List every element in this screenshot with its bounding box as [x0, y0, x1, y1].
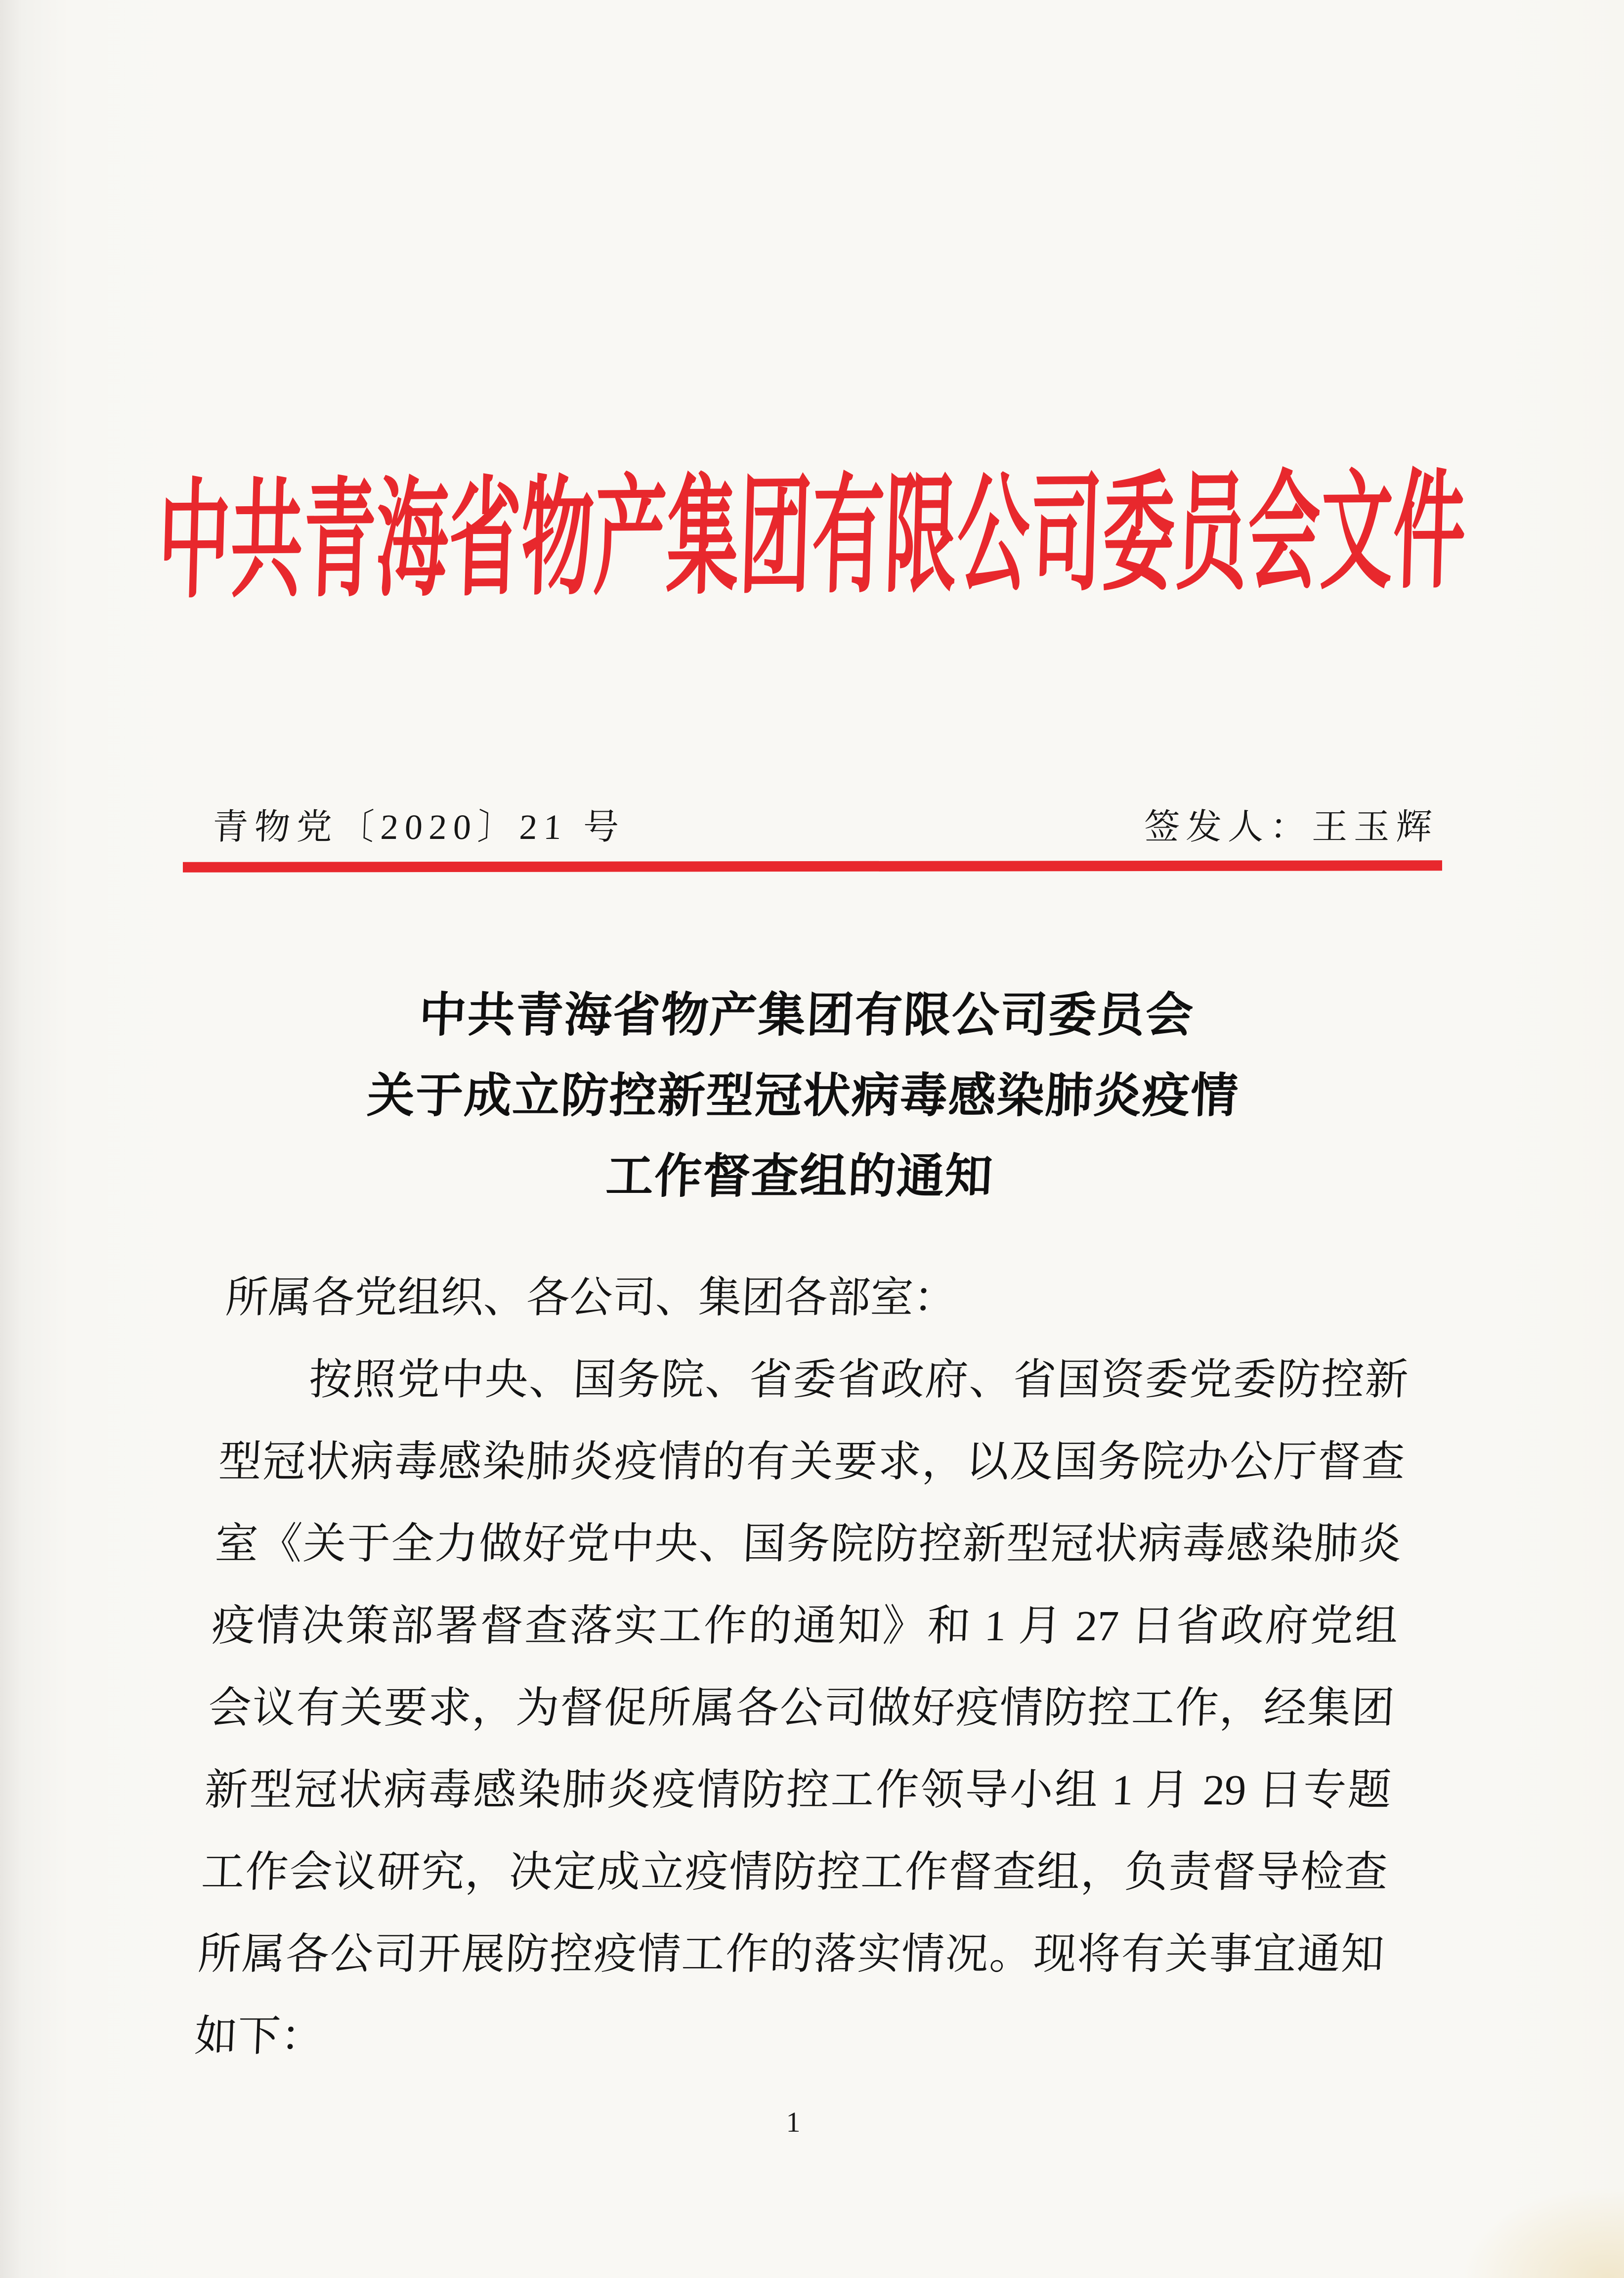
doc-title-line-1: 中共青海省物产集团有限公司委员会 — [418, 989, 1196, 1042]
body-line: 型冠状病毒感染肺炎疫情的有关要求，以及国务院办公厅督查 — [217, 1438, 1406, 1486]
body-line: 会议有关要求，为督促所属各公司做好疫情防控工作，经集团 — [207, 1684, 1396, 1732]
red-divider-line — [183, 860, 1442, 873]
doc-number: 青物党〔2020〕21 号 — [212, 807, 626, 847]
body-text — [193, 1257, 1413, 2077]
body-line: 按照党中央、国务院、省委省政府、省国资委党委防控新 — [308, 1356, 1410, 1403]
body-line-salutation: 所属各党组织、各公司、集团各部室： — [224, 1273, 958, 1321]
body-line-closing: 如下： — [193, 2012, 325, 2060]
doc-meta-row — [212, 805, 1439, 849]
body-line: 工作会议研究，决定成立疫情防控工作督查组，负责督导检查 — [200, 1848, 1389, 1896]
body-line: 所属各公司开展防控疫情工作的落实情况。现将有关事宜通知 — [197, 1930, 1385, 1978]
doc-title — [205, 975, 1401, 1217]
issuer-name: 签发人：王玉辉 — [1143, 807, 1439, 847]
body-line: 疫情决策部署督查落实工作的通知》和 1 月 27 日省政府党组 — [211, 1602, 1399, 1650]
page-number: 1 — [786, 2106, 801, 2138]
doc-title-line-3: 工作督查组的通知 — [604, 1150, 995, 1203]
body-line: 新型冠状病毒感染肺炎疫情防控工作领导小组 1 月 29 日专题 — [204, 1766, 1392, 1814]
doc-title-line-2: 关于成立防控新型冠状病毒感染肺炎疫情 — [366, 1069, 1240, 1122]
body-line: 室《关于全力做好党中央、国务院防控新型冠状病毒感染肺炎 — [214, 1520, 1403, 1568]
letterhead-title: 中共青海省物产集团有限公司委员会文件 — [156, 461, 1468, 614]
